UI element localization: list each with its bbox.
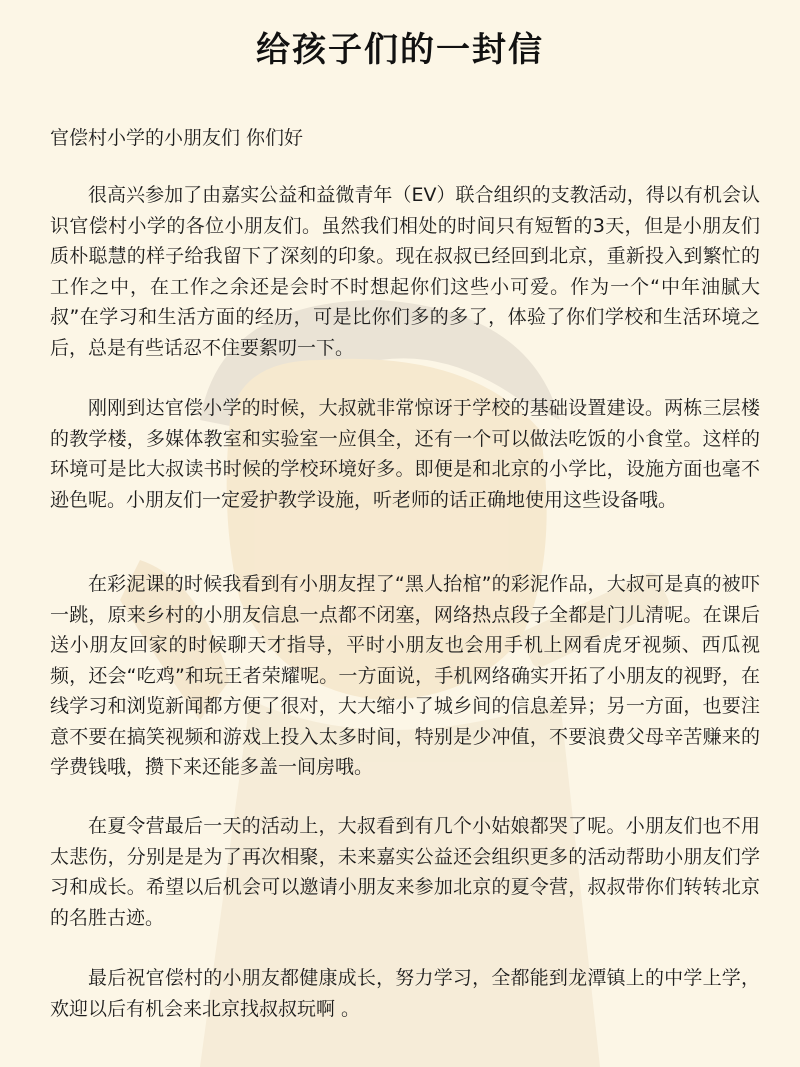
letter-paragraph-1: 很高兴参加了由嘉实公益和益微青年（EV）联合组织的支教活动，得以有机会认识官偿村小学的各位小朋友们。虽然我们相处的时间只有短暂的3天，但是小朋友们质朴聪慧的样子给我留下了深刻的印象。现在叔叔已经回到北京，重新投入到繁忙的工作之中，在工作之余还是会时不时想起你们这些小可爱。作为一个“中年油腻大叔”在学习和生活方面的经历，可是比你们多的多了，体验了你们学校和生活环境之后，总是有些话忍不住要絮叨一下。 xyxy=(50,184,760,359)
letter-paragraph-5: 最后祝官偿村的小朋友都健康成长，努力学习，全都能到龙潭镇上的中学上学，欢迎以后有机会来北京找叔叔玩啊 。 xyxy=(50,967,760,1020)
letter-title: 给孩子们的一封信 xyxy=(256,30,544,70)
letter-paragraph-4: 在夏令营最后一天的活动上，大叔看到有几个小姑娘都哭了呢。小朋友们也不用太悲伤，分别是是为了再次相聚，未来嘉实公益还会组织更多的活动帮助小朋友们学习和成长。希望以后机会可以邀请小朋友来参加北京的夏令营，叔叔带你们转转北京的名胜古迹。 xyxy=(50,815,760,929)
letter-paragraph-3: 在彩泥课的时候我看到有小朋友捏了“黑人抬棺”的彩泥作品，大叔可是真的被吓一跳，原来乡村的小朋友信息一点都不闭塞，网络热点段子全都是门儿清呢。在课后送小朋友回家的时候聊天才指导，平时小朋友也会用手机上网看虎牙视频、西瓜视频，还会“吃鸡”和玩王者荣耀呢。一方面说，手机网络确实开拓了小朋友的视野，在线学习和浏览新闻都方便了很对，大大缩小了城乡间的信息差异；另一方面，也要注意不要在搞笑视频和游戏上投入太多时间，特别是少冲值，不要浪费父母辛苦赚来的学费钱哦，攒下来还能多盖一间房哦。 xyxy=(50,573,760,778)
letter-greeting: 官偿村小学的小朋友们 你们好 xyxy=(50,127,304,149)
letter-paragraph-2: 刚刚到达官偿小学的时候，大叔就非常惊讶于学校的基础设置建设。两栋三层楼的教学楼，多媒体教室和实验室一应俱全，还有一个可以做法吃饭的小食堂。这样的环境可是比大叔读书时候的学校环境好多。即便是和北京的小学比，设施方面也毫不逊色呢。小朋友们一定爱护教学设施，听老师的话正确地使用这些设备哦。 xyxy=(50,397,760,511)
